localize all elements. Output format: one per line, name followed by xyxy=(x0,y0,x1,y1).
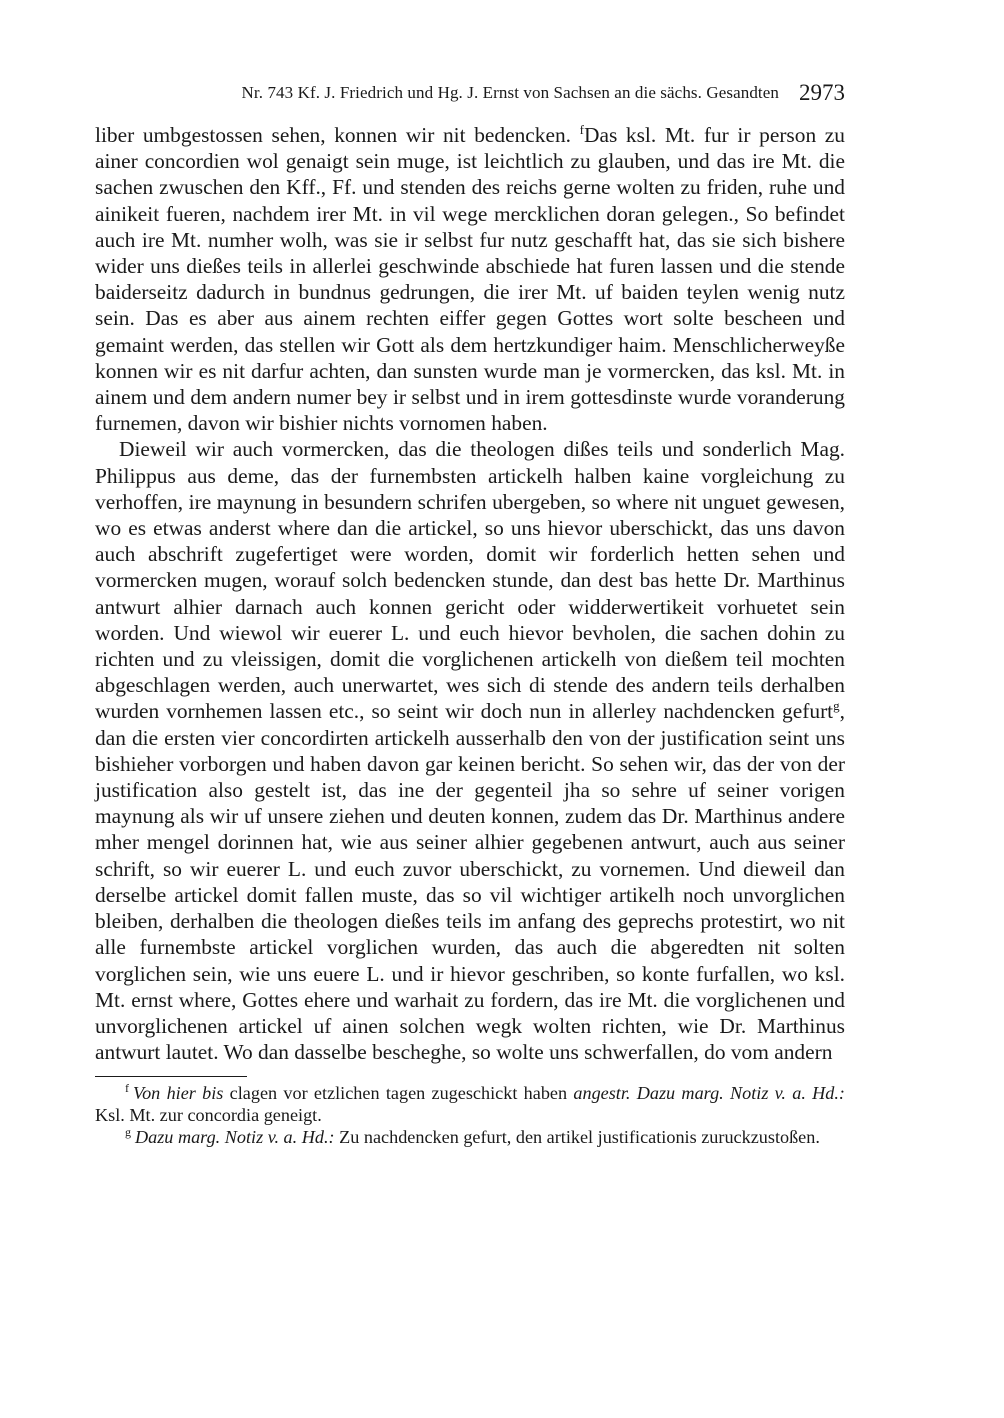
document-page xyxy=(95,78,845,1148)
footnote-g-italic-1: Dazu marg. Notiz v. a. Hd.: xyxy=(135,1127,335,1148)
running-head-title: Nr. 743 Kf. J. Friedrich und Hg. J. Ernst von Sachsen an die sächs. Gesandten xyxy=(241,83,779,102)
paragraph-2 xyxy=(95,436,845,1065)
footnote-mark-f: f xyxy=(125,1081,129,1096)
paragraph-1-part2: Das ksl. Mt. fur ir person zu ainer concordien wol genaigt sein muge, ist leichtlich zu glauben, und das ire Mt. die sachen zwuschen den Kff., Ff. und stenden des reichs gerne wolten zu friden, ruhe und ainikeit fueren, nachdem irer Mt. in vil wege mercklichen doran gelegen., So befindet auch ire Mt. numher wolh, was sie ir selbst fur nutz geschafft hat, das sie sich bishere wider uns dießes teils in allerlei geschwinde abschiede hat furen lassen und die stende baiderseitz dadurch in bundnus gedrungen, die irer Mt. uf baiden teylen wenig nutz sein. Das es aber aus ainem rechten eiffer gegen Gottes wort solte bescheen und gemaint werden, das stellen wir Gott als dem hertzkundiger haim. Menschlicherweyße konnen wir es nit darfur achten, dan sunsten wurde man je vormercken, das ksl. Mt. in ainem und dem andern numer bey ir selbst und in irem gottesdinste wurde voranderung furnemen, davon wir bishier nichts vornomen haben. xyxy=(95,123,845,436)
footnote-f-italic-2: angestr. Dazu marg. Notiz v. a. Hd.: xyxy=(573,1083,845,1104)
footnote-f-text-1: clagen vor etzlichen tagen zugeschickt haben xyxy=(223,1083,574,1104)
running-head xyxy=(95,78,845,108)
footnote-g xyxy=(95,1126,845,1148)
footnote-ref-f[interactable]: f xyxy=(579,122,584,137)
footnotes xyxy=(95,1082,845,1148)
page-number: 2973 xyxy=(799,80,845,105)
footnote-ref-g[interactable]: g xyxy=(833,698,840,714)
paragraph-2-part2: , dan die ersten vier concordirten artickelh ausserhalb den von der justification seint uns bishieher vorborgen und haben davon gar keinen bericht. So sehen wir, das der von der justification also gestelt ist, das ine der gegenteil jha so sehre uf seiner vorigen maynung als wir uf unsere ziehen und deuten konnen, zudem das Dr. Marthinus andere mher mengel dorinnen hat, wie aus seiner alhier gegebenen antwurt, auch aus seiner schrift, so wir euerer L. und euch zuvor uberschickt, zu vornemen. Und dieweil dan derselbe artickel domit fallen muste, das so vil wichtiger artikelh noch unvorglichen bleiben, derhalben die theologen dießes teils im anfang des geprechs protestirt, wo nit alle furnembste artickel vorglichen wurden, das auch die abgeredten nit solten vorglichen sein, wie uns euere L. und ir hievor geschriben, so konte furfallen, wo ksl. Mt. ernst where, Gottes ehere und warhait zu fordern, das ire Mt. die vorglichenen und unvorglichenen artickel uf ainen solchen wegk wolten richten, wie Dr. Marthinus antwurt lautet. Wo dan dasselbe bescheghe, so wolte uns schwerfallen, do vom andern xyxy=(95,699,845,1065)
body-text xyxy=(95,122,845,1065)
footnote-f-text-2: Ksl. Mt. zur concordia geneigt. xyxy=(95,1105,322,1126)
footnote-f xyxy=(95,1082,845,1126)
footnote-divider xyxy=(95,1076,247,1077)
paragraph-1 xyxy=(95,122,845,436)
footnote-f-italic-1: Von hier bis xyxy=(133,1083,224,1104)
paragraph-1-part1: liber umbgestossen sehen, konnen wir nit bedencken. xyxy=(95,123,580,147)
footnote-g-text-1: Zu nachdencken gefurt, den artikel justificationis zuruckzustoßen. xyxy=(334,1127,820,1148)
paragraph-2-part1: Dieweil wir auch vormercken, das die theologen dißes teils und sonderlich Mag. Philippus aus deme, das der furnembsten artickelh halben kaine vorgleichung zu verhoffen, ire maynung in besundern schrifen ubergeben, so where nit unguet gewesen, wo es etwas anderst where dan die artickel, so uns hievor uberschickt, das uns davon auch abschrift zugefertiget were worden, domit wir forderlich hetten sehen und vormercken mugen, worauf solch bedencken stunde, dan dest bas hette Dr. Marthinus antwurt alhier darnach auch konnen gericht oder widderwertikeit vorhuetet sein worden. Und wiewol wir euerer L. und euch hievor bevholen, die sachen dohin zu richten und zu vleissigen, domit die vorglichenen artickelh von dießem teil mochten abgeschlagen werden, auch unerwartet, wes sich di stende des andern teils derhalben wurden vornhemen lassen etc., so seint wir doch nun in allerley nachdencken gefurt xyxy=(95,437,845,724)
footnote-mark-g: g xyxy=(125,1125,131,1140)
